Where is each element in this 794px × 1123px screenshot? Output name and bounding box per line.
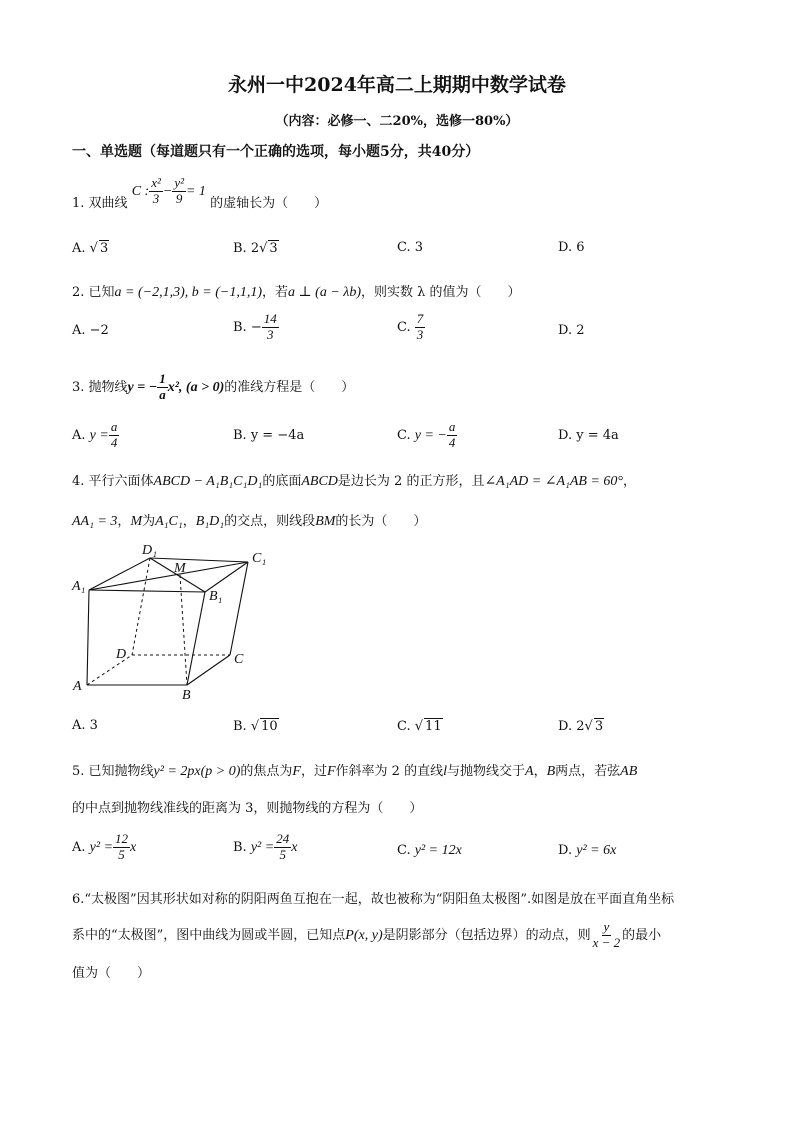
q5-a-pre: y² = xyxy=(89,839,114,855)
q4-d-coef: 2 xyxy=(576,719,585,734)
q1-prefix: 1. 双曲线 xyxy=(72,195,128,211)
q4-text: 是边长为 2 的正方形，且 xyxy=(337,474,485,489)
question-6-line-2 xyxy=(72,920,661,951)
q5-text: 两点，若弦 xyxy=(555,764,621,779)
q3-option-d: D. y = 4a xyxy=(558,428,619,443)
edge-d1-c1 xyxy=(150,558,248,562)
q1-curve-label: C : xyxy=(131,183,150,199)
q4-text: 的长为（ ） xyxy=(335,514,427,529)
label-m: M xyxy=(174,561,186,576)
q2-b-den: 3 xyxy=(266,326,274,342)
edge-a1-d1 xyxy=(89,558,150,590)
q5-point-b: B xyxy=(546,764,556,779)
q1-option-a: A. √ 3 xyxy=(72,241,109,256)
q3-rest: x², (a > 0) xyxy=(167,379,225,395)
option-label: C. xyxy=(397,427,411,443)
q1-y-den: 9 xyxy=(175,190,183,206)
edge-d1-d xyxy=(132,558,150,655)
question-2 xyxy=(72,281,521,301)
q2-condition: a ⊥ (a − λb) xyxy=(288,285,362,300)
q4-text: 4. 平行六面体 xyxy=(72,474,154,489)
q4-angles: ∠A₁AD = ∠A₁AB = 60° xyxy=(484,474,624,489)
option-label: B. − xyxy=(233,319,262,335)
q5-text: 作斜率为 2 的直线 xyxy=(335,764,444,779)
q5-option-a xyxy=(72,832,136,863)
q3-option-b: B. y = −4a xyxy=(233,428,305,443)
q1-minus: − xyxy=(162,183,173,199)
option-label: B. xyxy=(233,719,247,734)
question-6-line-3: 值为（ ） xyxy=(72,966,151,981)
q3-a-pre: y = xyxy=(89,427,109,443)
question-1 xyxy=(72,175,328,219)
q5-text: 5. 已知抛物线 xyxy=(72,764,154,779)
q3-prefix: 3. 抛物线 xyxy=(72,379,128,395)
q4-text: ， xyxy=(117,514,131,529)
q4-option-a: A. 3 xyxy=(72,718,98,733)
q4-text: ， xyxy=(623,474,637,489)
q2-suffix: ，则实数 λ 的值为（ ） xyxy=(361,285,521,300)
q1-option-b: B. 2√ 3 xyxy=(233,241,278,256)
option-label: B. xyxy=(233,839,247,855)
edge-c1-b1 xyxy=(205,562,248,592)
q1-a-radicand: 3 xyxy=(99,241,109,256)
q5-option-c xyxy=(397,843,462,859)
q6-text: 系中的“太极图”，图中曲线为圆或半圆，已知点 xyxy=(72,927,346,943)
q1-x-den: 3 xyxy=(152,190,160,206)
label-d1: D₁ xyxy=(142,543,157,558)
label-a: A xyxy=(73,679,82,694)
q5-focus: F xyxy=(292,764,301,779)
question-6-line-1: 6.“太极图”因其形状如对称的阴阳两鱼互抱在一起，故也被称为“阴阳鱼太极图”.如图是放在平面直角坐标 xyxy=(72,892,675,907)
q3-c-pre: y = − xyxy=(414,427,447,443)
label-b: B xyxy=(182,688,191,703)
q3-suffix: 的准线方程是（ ） xyxy=(224,379,355,395)
q4-segment: BM xyxy=(315,514,336,529)
edge-b1-b xyxy=(187,592,205,685)
q2-option-d: D. 2 xyxy=(558,323,585,338)
page-subtitle: （内容：必修一、二20%，选修一80%） xyxy=(275,114,519,129)
q4-b-radicand: 10 xyxy=(261,719,278,734)
question-4-line-2 xyxy=(72,510,426,530)
option-label: A. xyxy=(72,427,86,443)
q5-b-post: x xyxy=(291,839,298,855)
q1-b-coef: 2 xyxy=(250,241,260,256)
q3-c-num: a xyxy=(448,419,456,434)
q1-option-d: D. 6 xyxy=(558,240,585,255)
edge-c1-c xyxy=(230,562,248,655)
q1-eq: = 1 xyxy=(185,183,206,199)
q2-option-c xyxy=(397,312,425,343)
label-a1: A₁ xyxy=(72,579,86,594)
q5-text: ， xyxy=(533,764,547,779)
q2-vectors: a = (−2,1,3), b = (−1,1,1) xyxy=(114,285,262,300)
q4-option-d: D. 2√ 3 xyxy=(558,719,604,734)
q1-x-num: x² xyxy=(151,175,161,190)
edge-b-c xyxy=(187,655,230,685)
q3-num: 1 xyxy=(159,371,166,386)
q2-option-a: A. −2 xyxy=(72,323,109,338)
q4-option-b: B. √ 10 xyxy=(233,719,278,734)
section-heading: 一、单选题（每道题只有一个正确的选项，每小题5分，共40分） xyxy=(72,144,480,160)
label-c1: C₁ xyxy=(252,551,267,566)
question-5-line-2: 的中点到抛物线准线的距离为 3，则抛物线的方程为（ ） xyxy=(72,801,423,816)
q3-option-a xyxy=(72,420,119,451)
q4-text: ， xyxy=(182,514,196,529)
q4-point-m: M xyxy=(130,514,143,529)
label-c: C xyxy=(234,652,244,667)
q2-c-num: 7 xyxy=(416,311,424,326)
q4-option-c: C. √ 11 xyxy=(397,719,442,734)
q5-parabola: y² = 2px(p > 0) xyxy=(153,764,241,779)
q3-den: a xyxy=(159,386,166,402)
q1-y-num: y² xyxy=(174,175,184,190)
q4-diag-1: A₁C₁ xyxy=(155,514,183,529)
q6-text: 是阴影部分（包括边界）的动点，则 xyxy=(382,927,591,943)
q2-prefix: 2. 已知 xyxy=(72,285,115,300)
q2-c-den: 3 xyxy=(416,326,424,342)
q2-option-b xyxy=(233,312,279,343)
q4-base: ABCD xyxy=(301,474,338,489)
q1-suffix: 的虚轴长为（ ） xyxy=(210,195,328,211)
q4-d-radicand: 3 xyxy=(594,719,604,734)
page-title: 永州一中2024年高二上期期中数学试卷 xyxy=(228,74,566,96)
q5-d-expr: y² = 6x xyxy=(576,843,617,858)
q5-b-den: 5 xyxy=(279,846,286,862)
q2-mid: ，若 xyxy=(261,285,288,300)
option-label: C. xyxy=(397,319,411,335)
q5-a-num: 12 xyxy=(115,831,129,846)
option-label: D. xyxy=(558,843,573,858)
q4-text: 的底面 xyxy=(262,474,302,489)
q4-solid: ABCD − A₁B₁C₁D₁ xyxy=(153,474,263,489)
edge-a1-a xyxy=(87,590,89,685)
q6-point-p: P(x, y) xyxy=(345,927,383,943)
q5-text: 与抛物线交于 xyxy=(446,764,525,779)
parallelepiped-figure xyxy=(70,540,280,705)
q1-b-radicand: 3 xyxy=(269,241,278,256)
q3-c-den: 4 xyxy=(448,434,456,450)
question-5-line-1 xyxy=(72,760,637,780)
q5-line-l: l xyxy=(443,764,447,779)
q5-focus: F xyxy=(326,764,336,779)
q3-y-eq: y = − xyxy=(127,379,158,395)
option-label: C. xyxy=(397,719,411,734)
q3-a-den: 4 xyxy=(110,434,118,450)
q5-option-b xyxy=(233,832,297,863)
option-label: B. xyxy=(233,241,247,256)
label-d: D xyxy=(116,647,127,662)
q6-text: 的最小 xyxy=(622,927,662,943)
q5-a-den: 5 xyxy=(118,846,125,862)
q6-frac-num: y xyxy=(603,919,610,934)
label-b1: B₁ xyxy=(209,589,223,604)
q5-chord: AB xyxy=(620,764,638,779)
q5-point-a: A xyxy=(525,764,534,779)
q5-c-expr: y² = 12x xyxy=(414,843,462,858)
q4-text: 为 xyxy=(142,514,156,529)
q5-text: ，过 xyxy=(300,764,327,779)
q1-x-frac xyxy=(149,176,163,207)
option-label: C. xyxy=(397,843,411,858)
diag-a1-c1 xyxy=(89,562,248,590)
q5-b-num: 24 xyxy=(276,831,290,846)
q4-text: 的交点，则线段 xyxy=(224,514,316,529)
q2-b-num: 14 xyxy=(263,311,277,326)
q5-option-d xyxy=(558,843,616,859)
q3-option-c xyxy=(397,420,457,451)
q1-y-frac xyxy=(172,176,186,207)
option-label: A. xyxy=(72,839,86,855)
option-label: D. xyxy=(558,719,573,734)
q5-b-pre: y² = xyxy=(250,839,275,855)
question-3 xyxy=(72,372,354,403)
option-label: A. xyxy=(72,241,86,256)
q4-diag-2: B₁D₁ xyxy=(195,514,225,529)
q5-text: 的焦点为 xyxy=(240,764,293,779)
q3-a-num: a xyxy=(110,419,118,434)
edge-a1-b1 xyxy=(89,590,205,592)
q1-option-c: C. 3 xyxy=(397,240,424,255)
q6-frac-den: x − 2 xyxy=(592,934,621,950)
q4-c-radicand: 11 xyxy=(425,719,442,734)
q5-a-post: x xyxy=(130,839,137,855)
q4-edge: AA₁ = 3 xyxy=(72,514,118,529)
question-4-line-1 xyxy=(72,470,636,490)
